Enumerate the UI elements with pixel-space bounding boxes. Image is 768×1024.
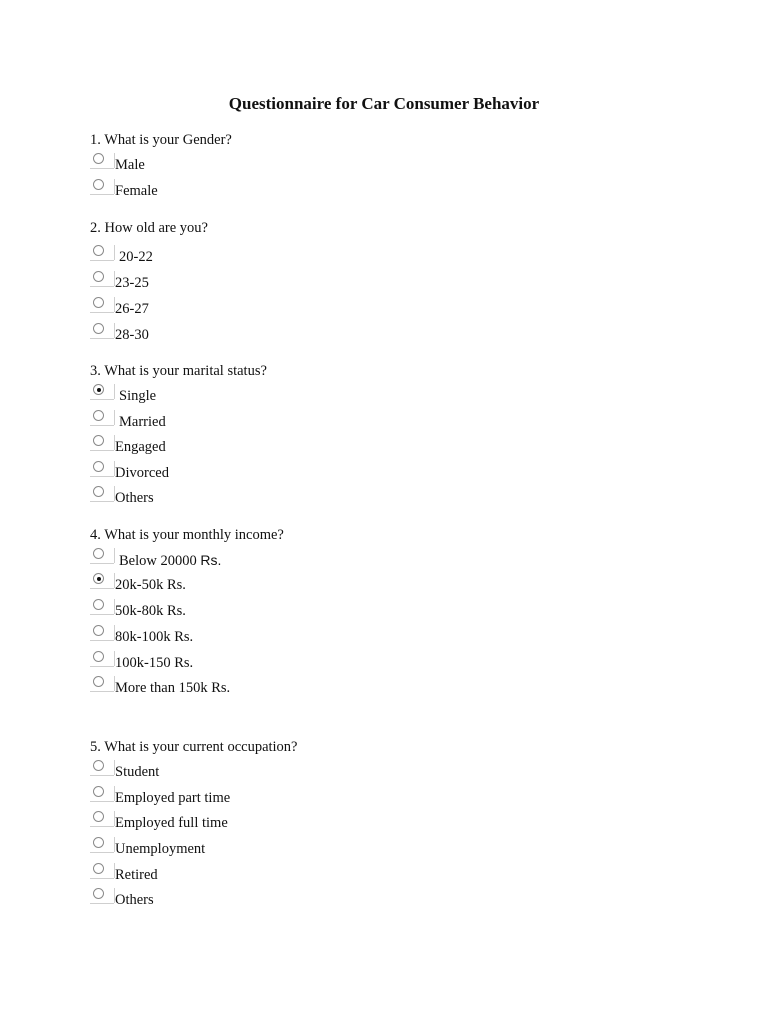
- q5-employed-part-time-label: Employed part time: [115, 790, 231, 806]
- q4-below-20000-radio[interactable]: [93, 548, 104, 559]
- q2-option-20-22[interactable]: [90, 245, 390, 269]
- q3-option-divorced[interactable]: [90, 461, 390, 485]
- q5-unemployment-label: Unemployment: [115, 841, 206, 857]
- q2-26-27-label: 26-27: [115, 301, 149, 317]
- q5-employed-part-time-radio[interactable]: [93, 786, 104, 797]
- q3-divorced-radio[interactable]: [93, 461, 104, 472]
- q5-student-radio[interactable]: [93, 760, 104, 771]
- question-2-text: 2. How old are you?: [90, 220, 208, 236]
- q3-divorced-label: Divorced: [115, 465, 169, 481]
- q1-male-radio[interactable]: [93, 153, 104, 164]
- q1-male-label: Male: [115, 157, 145, 173]
- q3-others-label: Others: [115, 490, 154, 506]
- q5-option-employed-part-time[interactable]: [90, 786, 390, 810]
- q4-50k-80k-label: 50k-80k Rs.: [115, 603, 186, 619]
- q5-option-unemployment[interactable]: [90, 837, 390, 861]
- q3-engaged-label: Engaged: [115, 439, 166, 455]
- q5-option-student[interactable]: [90, 760, 390, 784]
- q3-single-label: Single: [119, 388, 157, 404]
- q2-option-23-25[interactable]: [90, 271, 390, 295]
- q3-others-radio[interactable]: [93, 486, 104, 497]
- q5-retired-label: Retired: [115, 867, 158, 883]
- q2-23-25-radio[interactable]: [93, 271, 104, 282]
- q3-option-married[interactable]: [90, 410, 390, 434]
- q4-option-20k-50k[interactable]: [90, 573, 390, 597]
- q5-student-label: Student: [115, 764, 160, 780]
- q4-80k-100k-label: 80k-100k Rs.: [115, 629, 194, 645]
- q4-below-20000-text: Below 20000: [119, 553, 197, 569]
- q5-option-others[interactable]: [90, 888, 390, 912]
- q2-20-22-label: 20-22: [119, 249, 153, 265]
- q3-single-radio[interactable]: [93, 384, 104, 395]
- q5-others-radio[interactable]: [93, 888, 104, 899]
- q4-rs-suffix: Rs.: [200, 552, 222, 568]
- q3-married-label: Married: [119, 414, 166, 430]
- q5-option-retired[interactable]: [90, 863, 390, 887]
- q2-20-22-radio[interactable]: [93, 245, 104, 256]
- q4-20k-50k-label: 20k-50k Rs.: [115, 577, 186, 593]
- q2-option-26-27[interactable]: [90, 297, 390, 321]
- q4-option-80k-100k[interactable]: [90, 625, 390, 649]
- q2-28-30-radio[interactable]: [93, 323, 104, 334]
- page-title: Questionnaire for Car Consumer Behavior: [228, 94, 540, 113]
- question-4-text: 4. What is your monthly income?: [90, 527, 284, 543]
- q4-more-than-150k-label: More than 150k Rs.: [115, 680, 231, 696]
- q4-100k-150-label: 100k-150 Rs.: [115, 655, 194, 671]
- question-5-text: 5. What is your current occupation?: [90, 739, 298, 755]
- q4-100k-150-radio[interactable]: [93, 651, 104, 662]
- q3-option-engaged[interactable]: [90, 435, 390, 459]
- q1-female-radio[interactable]: [93, 179, 104, 190]
- q4-option-100k-150[interactable]: [90, 651, 390, 675]
- q5-employed-full-time-label: Employed full time: [115, 815, 228, 831]
- q1-option-male[interactable]: [90, 153, 390, 177]
- q4-20k-50k-radio[interactable]: [93, 573, 104, 584]
- q4-below-20000-label: [119, 551, 221, 570]
- q4-more-than-150k-radio[interactable]: [93, 676, 104, 687]
- q3-engaged-radio[interactable]: [93, 435, 104, 446]
- q1-female-label: Female: [115, 183, 158, 199]
- q2-28-30-label: 28-30: [115, 327, 149, 343]
- q2-option-28-30[interactable]: [90, 323, 390, 347]
- q2-23-25-label: 23-25: [115, 275, 149, 291]
- q4-80k-100k-radio[interactable]: [93, 625, 104, 636]
- q2-26-27-radio[interactable]: [93, 297, 104, 308]
- q4-option-50k-80k[interactable]: [90, 599, 390, 623]
- q4-option-below-20000[interactable]: [90, 548, 390, 572]
- question-1-text: 1. What is your Gender?: [90, 132, 232, 148]
- q3-married-radio[interactable]: [93, 410, 104, 421]
- q5-retired-radio[interactable]: [93, 863, 104, 874]
- q3-option-single[interactable]: [90, 384, 390, 408]
- q3-option-others[interactable]: [90, 486, 390, 510]
- q5-others-label: Others: [115, 892, 154, 908]
- q5-unemployment-radio[interactable]: [93, 837, 104, 848]
- question-3-text: 3. What is your marital status?: [90, 363, 267, 379]
- q4-option-more-than-150k[interactable]: [90, 676, 390, 700]
- q5-option-employed-full-time[interactable]: [90, 811, 390, 835]
- q4-50k-80k-radio[interactable]: [93, 599, 104, 610]
- q5-employed-full-time-radio[interactable]: [93, 811, 104, 822]
- q1-option-female[interactable]: [90, 179, 390, 203]
